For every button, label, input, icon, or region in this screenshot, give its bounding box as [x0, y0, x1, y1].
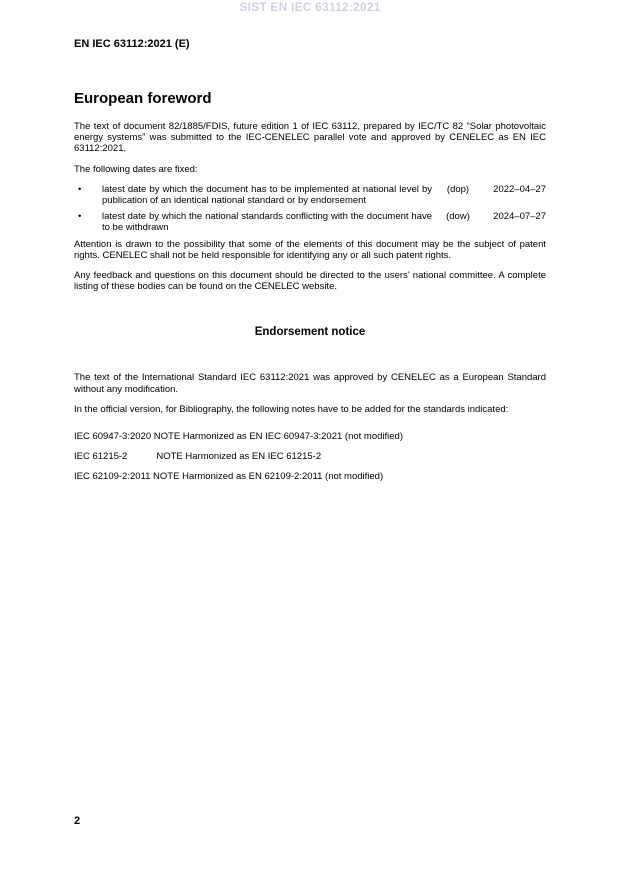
- foreword-title: European foreword: [74, 90, 212, 107]
- harmonization-notes: [74, 431, 546, 483]
- watermark: SIST EN IEC 63112:2021: [239, 0, 381, 14]
- note-row: [74, 451, 546, 462]
- date-value: 2022–04–27: [493, 183, 546, 195]
- note-standard: IEC 62109-2:2011: [74, 471, 151, 483]
- date-item-dow: [74, 211, 546, 233]
- endorsement-title: Endorsement notice: [254, 326, 366, 339]
- feedback-paragraph: Any feedback and questions on this document should be directed to the users’ national committee. A complete listing of these bodies can be found on the CENELEC website.: [74, 270, 546, 293]
- date-item-dop: [74, 184, 546, 206]
- patent-attention-paragraph: Attention is drawn to the possibility that some of the elements of this document may be the subject of patent rights. CENELEC shall not be held responsible for identifying any or all such patent rights.: [74, 238, 546, 261]
- bullet-icon: •: [78, 183, 82, 195]
- note-text: NOTE Harmonized as EN IEC 60947-3:2021 (not modified): [151, 431, 403, 443]
- date-value: 2024–07–27: [493, 211, 546, 223]
- bullet-icon: •: [78, 211, 82, 223]
- note-text: NOTE Harmonized as EN IEC 61215-2: [127, 451, 322, 463]
- date-code: (dop): [446, 183, 470, 195]
- date-description: latest date by which the national standards conflicting with the document have to be withdrawn: [102, 211, 432, 234]
- note-standard: IEC 61215-2: [74, 451, 128, 463]
- page-content: [74, 90, 546, 492]
- document-id-header: EN IEC 63112:2021 (E): [74, 38, 190, 50]
- bibliography-paragraph: In the official version, for Bibliography, the following notes have to be added for the standards indicated:: [74, 403, 509, 415]
- note-standard: IEC 60947-3:2020: [74, 431, 152, 443]
- date-code: (dow): [446, 211, 470, 223]
- date-description: latest date by which the document has to be implemented at national level by publication of an identical national standard or by endorsement: [102, 183, 432, 207]
- note-row: [74, 471, 546, 482]
- endorsement-paragraph: The text of the International Standard IEC 63112:2021 was approved by CENELEC as a European Standard without any modification.: [74, 372, 546, 395]
- note-text: NOTE Harmonized as EN 62109-2:2011 (not modified): [150, 471, 384, 483]
- page-number: 2: [74, 815, 81, 827]
- dates-intro: The following dates are fixed:: [74, 163, 198, 175]
- foreword-paragraph: The text of document 82/1885/FDIS, future edition 1 of IEC 63112, prepared by IEC/TC 82 “Solar photovoltaic energy systems” was submitted to the IEC-CENELEC parallel vote and approved by CENELEC as EN IEC 63112:2021.: [74, 121, 546, 155]
- note-row: [74, 431, 546, 442]
- dates-list: [74, 184, 546, 234]
